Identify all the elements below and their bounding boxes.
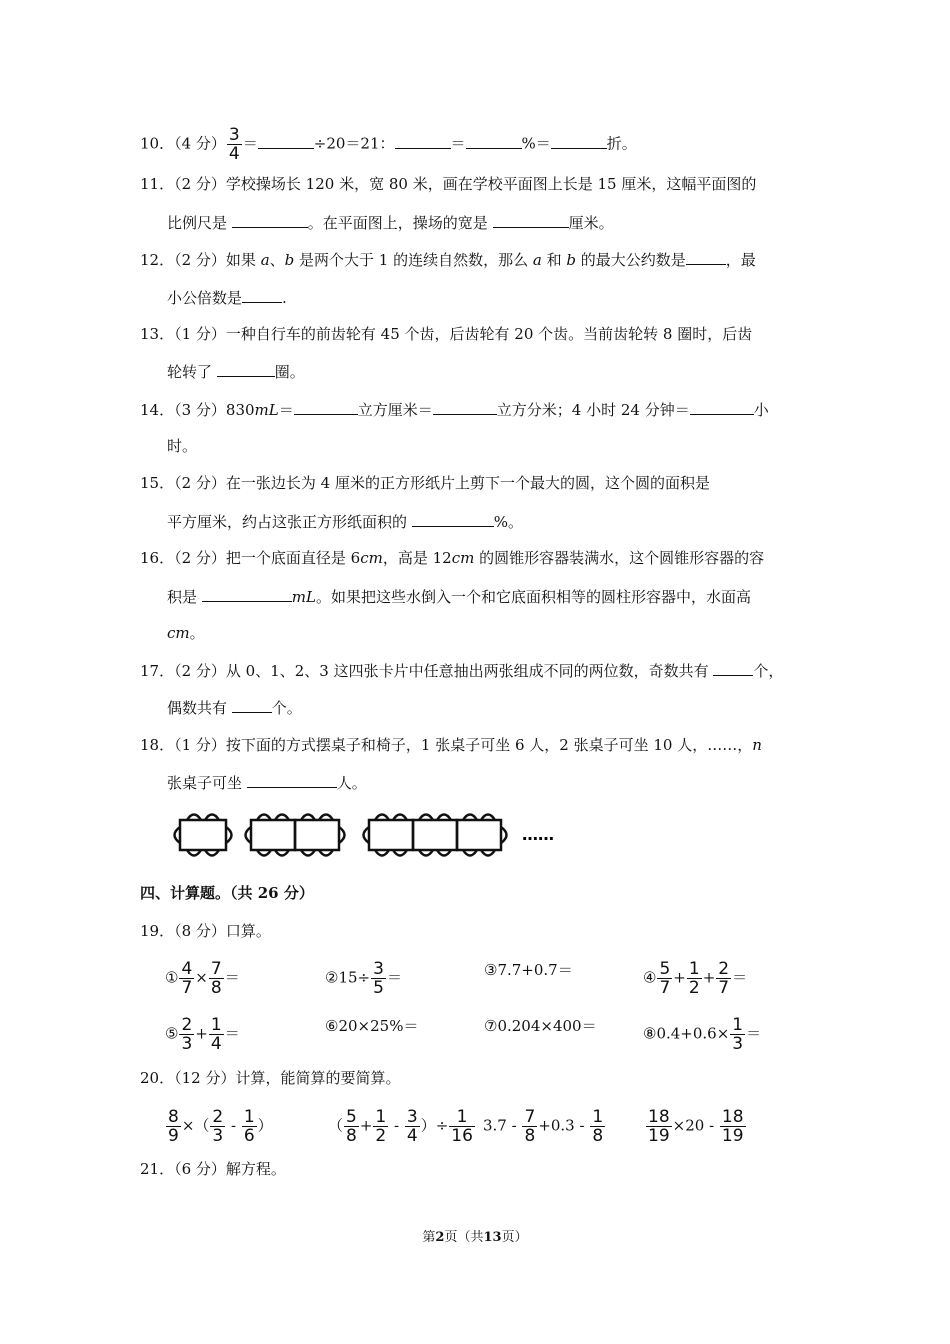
text: 立方厘米＝ xyxy=(357,401,433,419)
unit: cm xyxy=(360,549,383,567)
fraction xyxy=(344,1108,359,1145)
denominator: 4 xyxy=(406,1126,418,1146)
text: 个， xyxy=(753,662,784,680)
question-number: 14． xyxy=(140,401,175,419)
text: 、 xyxy=(269,251,285,269)
text: ＝ xyxy=(450,134,466,153)
text: ）÷ xyxy=(420,1116,449,1135)
text: 。如果把这些水倒入一个和它底面积相等的圆柱形容器中，水面高 xyxy=(315,588,751,606)
q20-expr-2 xyxy=(328,1108,476,1145)
denominator: 19 xyxy=(721,1126,744,1146)
numerator: 2 xyxy=(181,1015,193,1035)
question-number: 19． xyxy=(140,922,175,940)
text: 积是 xyxy=(167,588,202,606)
text: 第 xyxy=(422,1230,436,1245)
numerator: 5 xyxy=(659,959,671,979)
fraction xyxy=(646,1108,672,1145)
text: + xyxy=(195,1024,208,1043)
answer-blank[interactable] xyxy=(690,399,754,415)
answer-blank[interactable] xyxy=(466,133,522,149)
text: 轮转了 xyxy=(167,363,217,381)
unit: mL xyxy=(291,588,316,606)
numerator: 8 xyxy=(168,1107,179,1127)
question-13 xyxy=(140,324,752,344)
text: . xyxy=(282,289,287,307)
text: + xyxy=(702,968,716,987)
q19-item-1 xyxy=(165,960,240,997)
text: ＝ xyxy=(224,968,240,987)
ellipsis-text: …… xyxy=(522,825,554,844)
answer-blank[interactable] xyxy=(395,133,451,149)
tables-chairs-figure xyxy=(165,803,560,863)
question-text: （2 分）学校操场长 120 米，宽 80 米，画在学校平面图上长是 15 厘米，这幅平面图的 xyxy=(174,175,757,193)
text: ⑧0.4+0.6× xyxy=(643,1024,730,1043)
denominator: 8 xyxy=(210,978,222,998)
answer-blank[interactable] xyxy=(232,697,272,713)
denominator: 6 xyxy=(243,1126,255,1146)
question-11-line2 xyxy=(167,212,614,233)
numerator: 18 xyxy=(648,1107,670,1127)
denominator: 4 xyxy=(210,1034,222,1054)
question-13-line2 xyxy=(167,361,305,382)
unit: cm xyxy=(451,549,475,567)
text: %。 xyxy=(493,513,524,531)
denominator: 7 xyxy=(718,978,730,998)
text: 是两个大于 1 的连续自然数，那么 xyxy=(294,251,533,269)
q19-item-6 xyxy=(325,1016,418,1036)
numerator: 1 xyxy=(243,1107,255,1127)
question-14 xyxy=(140,399,769,420)
text: 时。 xyxy=(167,437,198,455)
text: ÷20＝21： xyxy=(313,134,395,153)
question-18 xyxy=(140,735,762,755)
text: （2 分）如果 xyxy=(174,251,261,269)
text: 的最大公约数是 xyxy=(576,251,686,269)
denominator: 8 xyxy=(346,1126,357,1146)
denominator: 8 xyxy=(524,1126,536,1146)
fraction xyxy=(227,126,242,163)
fraction xyxy=(730,1016,745,1053)
denominator: 5 xyxy=(373,978,384,998)
page-footer xyxy=(0,1226,950,1245)
q19-item-3 xyxy=(484,960,573,980)
question-12 xyxy=(140,249,756,270)
text: 圈。 xyxy=(274,363,305,381)
question-20 xyxy=(140,1068,400,1088)
q19-item-5 xyxy=(165,1016,240,1053)
text: ⑤ xyxy=(165,1024,179,1043)
text: ，最 xyxy=(725,251,756,269)
question-17 xyxy=(140,660,783,681)
question-number: 13． xyxy=(140,325,175,343)
text: 平方厘米，约占这张正方形纸面积的 xyxy=(167,513,412,531)
text: 。 xyxy=(189,624,205,642)
text: 立方分米；4 小时 24 分钟＝ xyxy=(496,401,690,419)
text: 折。 xyxy=(606,134,637,153)
answer-blank[interactable] xyxy=(433,399,497,415)
question-text: （8 分）口算。 xyxy=(174,922,271,940)
numerator: 4 xyxy=(181,959,193,979)
fraction xyxy=(166,1108,181,1145)
unit: mL xyxy=(254,401,279,419)
fraction xyxy=(449,1108,475,1145)
question-18-line2 xyxy=(167,772,367,793)
text: ） xyxy=(257,1116,273,1135)
unit: cm xyxy=(167,624,190,642)
text: 页） xyxy=(501,1230,528,1245)
denominator: 7 xyxy=(659,978,671,998)
numerator: 1 xyxy=(375,1107,387,1127)
answer-blank[interactable] xyxy=(686,249,726,265)
numerator: 7 xyxy=(524,1107,536,1127)
numerator: 1 xyxy=(210,1015,222,1035)
question-17-line2 xyxy=(167,697,302,718)
q20-expr-1 xyxy=(165,1108,273,1145)
text: （1 分）按下面的方式摆桌子和椅子，1 张桌子可坐 6 人，2 张桌子可坐 10 人，……， xyxy=(174,736,753,754)
variable: b xyxy=(284,251,295,269)
numerator: 5 xyxy=(346,1107,357,1127)
numerator: 3 xyxy=(228,125,240,145)
q20-expr-3 xyxy=(483,1108,606,1145)
question-text: （6 分）解方程。 xyxy=(174,1160,286,1178)
text: 26 xyxy=(257,884,279,902)
text: ＝ xyxy=(224,1024,240,1043)
numerator: 2 xyxy=(718,959,730,979)
fraction xyxy=(373,1108,388,1145)
denominator: 16 xyxy=(451,1126,473,1146)
numerator: 18 xyxy=(721,1107,744,1127)
question-number: 18． xyxy=(140,736,175,754)
section-heading xyxy=(140,883,314,903)
fraction xyxy=(210,1108,225,1145)
text: 。在平面图上，操场的宽是 xyxy=(307,214,493,232)
answer-blank[interactable] xyxy=(294,399,358,415)
text: （2 分）从 0、1、2、3 这四张卡片中任意抽出两张组成不同的两位数，奇数共有 xyxy=(174,662,714,680)
numerator: 7 xyxy=(210,959,222,979)
question-12-line2 xyxy=(167,287,287,308)
answer-blank[interactable] xyxy=(412,511,494,527)
question-number: 16． xyxy=(140,549,175,567)
numerator: 1 xyxy=(732,1015,744,1035)
question-21 xyxy=(140,1159,286,1179)
fraction xyxy=(179,960,194,997)
text: （3 分）830 xyxy=(174,401,255,419)
q19-item-7 xyxy=(484,1016,597,1036)
text: （ xyxy=(328,1116,344,1135)
text: 3.7 - xyxy=(483,1116,522,1135)
answer-blank[interactable] xyxy=(242,287,282,303)
answer-blank[interactable] xyxy=(202,586,292,602)
answer-blank[interactable] xyxy=(258,133,314,149)
question-text: （1 分）一种自行车的前齿轮有 45 个齿，后齿轮有 20 个齿。当前齿轮转 8 圈时，后齿 xyxy=(174,325,753,343)
text: 人。 xyxy=(336,774,367,792)
text: +0.3 - xyxy=(538,1116,590,1135)
one-table-group xyxy=(175,815,232,856)
text: × xyxy=(195,968,208,987)
denominator: 7 xyxy=(181,978,193,998)
text: ②15÷ xyxy=(325,968,371,987)
text: ×20 - xyxy=(672,1116,719,1135)
score: （4 分） xyxy=(174,134,226,153)
numerator: 1 xyxy=(688,959,700,979)
text: （2 分）把一个底面直径是 6 xyxy=(174,549,361,567)
fraction xyxy=(590,1108,605,1145)
fraction xyxy=(371,960,386,997)
text: ③7.7+0.7＝ xyxy=(484,961,573,979)
q19-item-4 xyxy=(643,960,747,997)
denominator: 3 xyxy=(181,1034,193,1054)
fraction xyxy=(720,1108,746,1145)
denominator: 3 xyxy=(732,1034,744,1054)
text: ＝ xyxy=(242,134,258,153)
question-number: 20． xyxy=(140,1069,175,1087)
text: ＝ xyxy=(278,401,294,419)
answer-blank[interactable] xyxy=(713,660,753,676)
text: 和 xyxy=(541,251,567,269)
question-number: 11． xyxy=(140,175,175,193)
fraction xyxy=(209,1016,224,1053)
question-16-line2 xyxy=(167,586,751,607)
question-19 xyxy=(140,921,271,941)
text: 个。 xyxy=(271,699,302,717)
variable: n xyxy=(752,736,762,754)
denominator: 2 xyxy=(375,1126,387,1146)
text: 的圆锥形容器装满水，这个圆锥形容器的容 xyxy=(474,549,765,567)
question-number: 15． xyxy=(140,474,175,492)
text: 小公倍数是 xyxy=(167,289,243,307)
question-number: 17． xyxy=(140,662,175,680)
text: ×（ xyxy=(181,1116,210,1135)
fraction xyxy=(522,1108,537,1145)
denominator: 3 xyxy=(212,1126,224,1146)
text: 张桌子可坐 xyxy=(167,774,247,792)
text: + xyxy=(673,968,686,987)
page-number: 2 xyxy=(435,1230,445,1245)
fraction xyxy=(716,960,731,997)
answer-blank[interactable] xyxy=(247,772,337,788)
answer-blank[interactable] xyxy=(232,212,308,228)
fraction xyxy=(405,1108,420,1145)
question-text: （12 分）计算，能简算的要简算。 xyxy=(174,1069,401,1087)
text: 偶数共有 xyxy=(167,699,232,717)
question-number: 21． xyxy=(140,1160,175,1178)
text: ⑥20×25%＝ xyxy=(325,1017,419,1035)
text: 小 xyxy=(753,401,769,419)
text: ＝ xyxy=(732,968,748,987)
numerator: 3 xyxy=(373,959,384,979)
numerator: 3 xyxy=(406,1107,418,1127)
denominator: 4 xyxy=(228,144,240,164)
text: + xyxy=(359,1116,373,1135)
question-15-line2 xyxy=(167,511,523,532)
denominator: 19 xyxy=(648,1126,670,1146)
answer-blank[interactable] xyxy=(217,361,275,377)
text: ④ xyxy=(643,968,657,987)
answer-blank[interactable] xyxy=(493,212,569,228)
denominator: 2 xyxy=(688,978,700,998)
text: - xyxy=(389,1116,404,1135)
question-number: 10． xyxy=(140,134,175,153)
text: ，高是 12 xyxy=(382,549,452,567)
q20-expr-4 xyxy=(645,1108,747,1145)
numerator: 1 xyxy=(449,1108,475,1127)
text: ⑦0.204×400＝ xyxy=(484,1017,597,1035)
text: 比例尺是 xyxy=(167,214,232,232)
fraction xyxy=(209,960,224,997)
question-number: 12． xyxy=(140,251,175,269)
two-tables-group xyxy=(246,815,345,856)
question-text: （2 分）在一张边长为 4 厘米的正方形纸片上剪下一个最大的圆，这个圆的面积是 xyxy=(174,474,710,492)
question-16-line3 xyxy=(167,623,205,643)
text: 四、计算题。（共 xyxy=(140,884,258,902)
text: 厘米。 xyxy=(568,214,614,232)
numerator: 2 xyxy=(212,1107,224,1127)
denominator: 9 xyxy=(168,1126,179,1146)
answer-blank[interactable] xyxy=(551,133,607,149)
denominator: 8 xyxy=(592,1126,604,1146)
fraction xyxy=(657,960,672,997)
variable: a xyxy=(260,251,270,269)
fraction xyxy=(242,1108,257,1145)
text: - xyxy=(226,1116,241,1135)
variable: a xyxy=(532,251,542,269)
text: 分） xyxy=(278,884,314,902)
three-tables-group xyxy=(364,815,507,856)
total-pages: 13 xyxy=(483,1230,502,1245)
question-15 xyxy=(140,473,710,493)
text: ① xyxy=(165,968,179,987)
text: %＝ xyxy=(521,134,551,153)
fraction xyxy=(687,960,702,997)
numerator: 1 xyxy=(592,1107,604,1127)
q19-item-2 xyxy=(325,960,402,997)
question-10 xyxy=(140,126,637,163)
variable: b xyxy=(566,251,576,269)
text: ＝ xyxy=(386,968,402,987)
question-11 xyxy=(140,174,756,194)
q19-item-8 xyxy=(643,1016,761,1053)
text: ＝ xyxy=(746,1024,762,1043)
fraction xyxy=(179,1016,194,1053)
text: 页（共 xyxy=(444,1230,484,1245)
question-16 xyxy=(140,548,764,568)
question-14-line2 xyxy=(167,436,197,456)
